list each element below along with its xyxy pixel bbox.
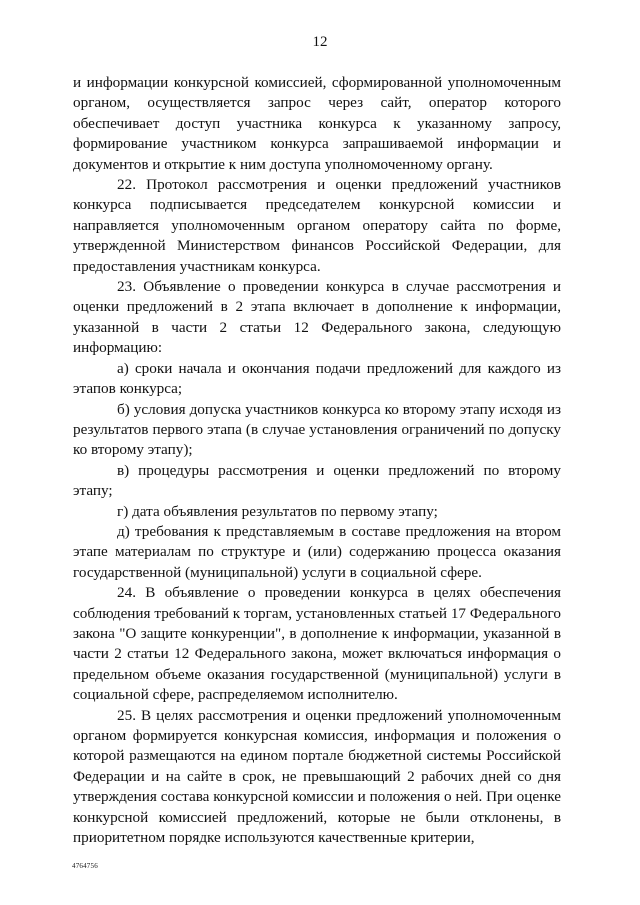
paragraph-25: 25. В целях рассмотрения и оценки предложений уполномоченным органом формируется конкурсная комиссия, информация и положения о которой размещаются на едином портале бюджетной системы Российской Федерации и на сайте в срок, не превышающий 2 рабочих дней со дня утверждения состава конкурсной комиссии и положения о ней. При оценке конкурсной комиссией предложений, которые не были отклонены, в приоритетном порядке используются качественные критерии,: [73, 706, 561, 847]
document-body: [73, 73, 561, 848]
list-item-g: г) дата объявления результатов по первому этапу;: [117, 502, 438, 520]
document-id: 4764756: [72, 862, 98, 870]
paragraph-23: 23. Объявление о проведении конкурса в случае рассмотрения и оценки предложений в 2 этапа включает в дополнение к информации, указанной в части 2 статьи 12 Федерального закона, следующую информацию:: [73, 278, 561, 357]
paragraph-24: 24. В объявление о проведении конкурса в целях обеспечения соблюдения требований к торгам, установленных статьей 17 Федерального закона "О защите конкуренции", в дополнение к информации, указанной в части 2 статьи 12 Федерального закона, может включаться информация о предельном объеме оказания государственной (муниципальной) услуги в социальной сфере, распределяемом исполнителю.: [73, 584, 561, 704]
list-item-a: а) сроки начала и окончания подачи предложений для каждого из этапов конкурса;: [73, 359, 561, 398]
page-number: 12: [312, 34, 328, 50]
paragraph-22: 22. Протокол рассмотрения и оценки предложений участников конкурса подписывается председателем конкурсной комиссии и направляется уполномоченным органом оператору сайта по форме, утвержденной Министерством финансов Российской Федерации, для предоставления участникам конкурса.: [73, 176, 561, 275]
list-item-b: б) условия допуска участников конкурса ко второму этапу исходя из результатов первого этапа (в случае установления ограничений по допуску ко второму этапу);: [73, 400, 561, 459]
list-item-d: д) требования к представляемым в составе предложения на втором этапе материалам по структуре и (или) содержанию процесса оказания государственной (муниципальной) услуги в социальной сфере.: [73, 522, 561, 581]
paragraph-continuation: и информации конкурсной комиссией, сформированной уполномоченным органом, осуществляется запрос через сайт, оператор которого обеспечивает доступ участника конкурса к указанному запросу, формирование участником конкурса запрашиваемой информации и документов и открытие к ним доступа уполномоченному органу.: [73, 74, 561, 173]
list-item-v: в) процедуры рассмотрения и оценки предложений по второму этапу;: [73, 461, 561, 500]
